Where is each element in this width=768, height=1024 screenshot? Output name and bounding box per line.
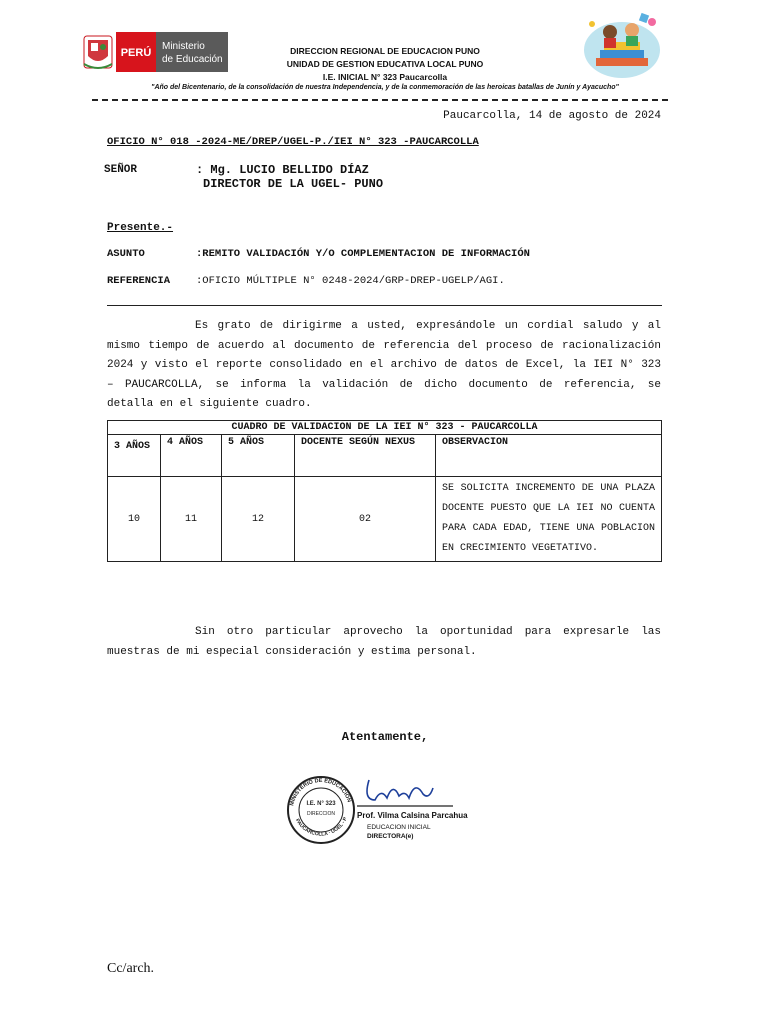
logo-country: PERÚ: [120, 47, 152, 59]
handwritten-signature-icon: [367, 780, 433, 800]
signer-role1: EDUCACION INICIAL: [367, 824, 431, 831]
asunto-value: :REMITO VALIDACIÓN Y/O COMPLEMENTACION DE INFORMACIÓN: [196, 248, 530, 260]
header-docente: DOCENTE SEGÚN NEXUS: [295, 435, 436, 477]
children-reading-illustration: [582, 10, 662, 80]
signature-stamp: [283, 770, 468, 850]
header-line1: DIRECCION REGIONAL DE EDUCACION PUNO: [290, 46, 480, 56]
body-paragraph-1: Es grato de dirigirme a usted, expresándole un cordial saludo y al mismo tiempo de acuerdo al documento de referencia del proceso de racionalización 2024 y visto el reporte consolidado en el archivo de datos de Excel, la IEI N° 323 – PAUCARCOLLA, se informa la validación de dicho documento de referencia, se detalla en el siguiente cuadro.: [107, 320, 661, 410]
seal-center-2: DIRECCION: [306, 811, 336, 817]
peru-crest-icon: [84, 36, 112, 68]
logo-ministry-line1: Ministerio: [162, 41, 205, 52]
referencia-label: REFERENCIA: [107, 275, 171, 287]
closing: Atentamente,: [341, 730, 429, 744]
header-observacion: OBSERVACION: [436, 435, 662, 477]
seal-top-text: MINISTERIO DE EDUCACION: [289, 777, 352, 807]
asunto-label: ASUNTO: [107, 248, 145, 260]
cell-docente: 02: [295, 477, 436, 562]
cell-4-anos: 11: [161, 477, 222, 562]
header-line3: I.E. INICIAL N° 323 Paucarcolla: [322, 72, 448, 82]
to-title: DIRECTOR DE LA UGEL- PUNO: [203, 177, 384, 191]
header-4-anos: 4 AÑOS: [161, 435, 222, 477]
institution-header: [190, 45, 580, 84]
logo-ministry-line2: de Educación: [162, 54, 223, 65]
cell-3-anos: 10: [108, 477, 161, 562]
body-paragraph-2: Sin otro particular aprovecho la oportunidad para expresarle las muestras de mi especial consideración y estima personal.: [107, 626, 661, 658]
presente: Presente.-: [107, 222, 174, 234]
seal-bottom-text: PAUCARCOLLA · UGEL - P: [293, 816, 349, 838]
place-date: Paucarcolla, 14 de agosto de 2024: [443, 110, 661, 122]
to-name: : Mg. LUCIO BELLIDO DÍAZ: [196, 163, 369, 177]
cell-observacion: SE SOLICITA INCREMENTO DE UNA PLAZA DOCENTE PUESTO QUE LA IEI NO CUENTA PARA CADA EDAD, TIENE UNA POBLACION EN CRECIMIENTO VEGETATIVO.: [436, 477, 662, 562]
signer-role2: DIRECTORA(e): [367, 833, 414, 840]
header-5-anos: 5 AÑOS: [222, 435, 295, 477]
table-title: CUADRO DE VALIDACION DE LA IEI N° 323 - PAUCARCOLLA: [108, 421, 662, 435]
reference-number: OFICIO N° 018 -2024-ME/DREP/UGEL-P./IEI N° 323 -PAUCARCOLLA: [107, 136, 479, 148]
cell-5-anos: 12: [222, 477, 295, 562]
signer-name: Prof. Vilma Calsina Parcahua: [357, 811, 468, 820]
referencia-value: :OFICIO MÚLTIPLE N° 0248-2024/GRP-DREP-UGELP/AGI.: [196, 275, 505, 287]
header-line2: UNIDAD DE GESTION EDUCATIVA LOCAL PUNO: [286, 59, 484, 69]
to-label: SEÑOR: [104, 164, 138, 176]
header-divider: [92, 99, 668, 101]
header-3-anos: 3 AÑOS: [108, 435, 161, 477]
seal-center-1: I.E. N° 323: [306, 801, 336, 807]
section-rule: [107, 305, 662, 306]
year-motto: "Año del Bicentenario, de la consolidación de nuestra Independencia, y de la conmemoración de las heroicas batallas de Junín y Ayacucho": [151, 84, 619, 91]
table-row: [108, 477, 662, 562]
official-seal-icon: [283, 770, 354, 843]
validation-table: [107, 420, 662, 562]
cc-archive: Cc/arch.: [107, 961, 155, 976]
